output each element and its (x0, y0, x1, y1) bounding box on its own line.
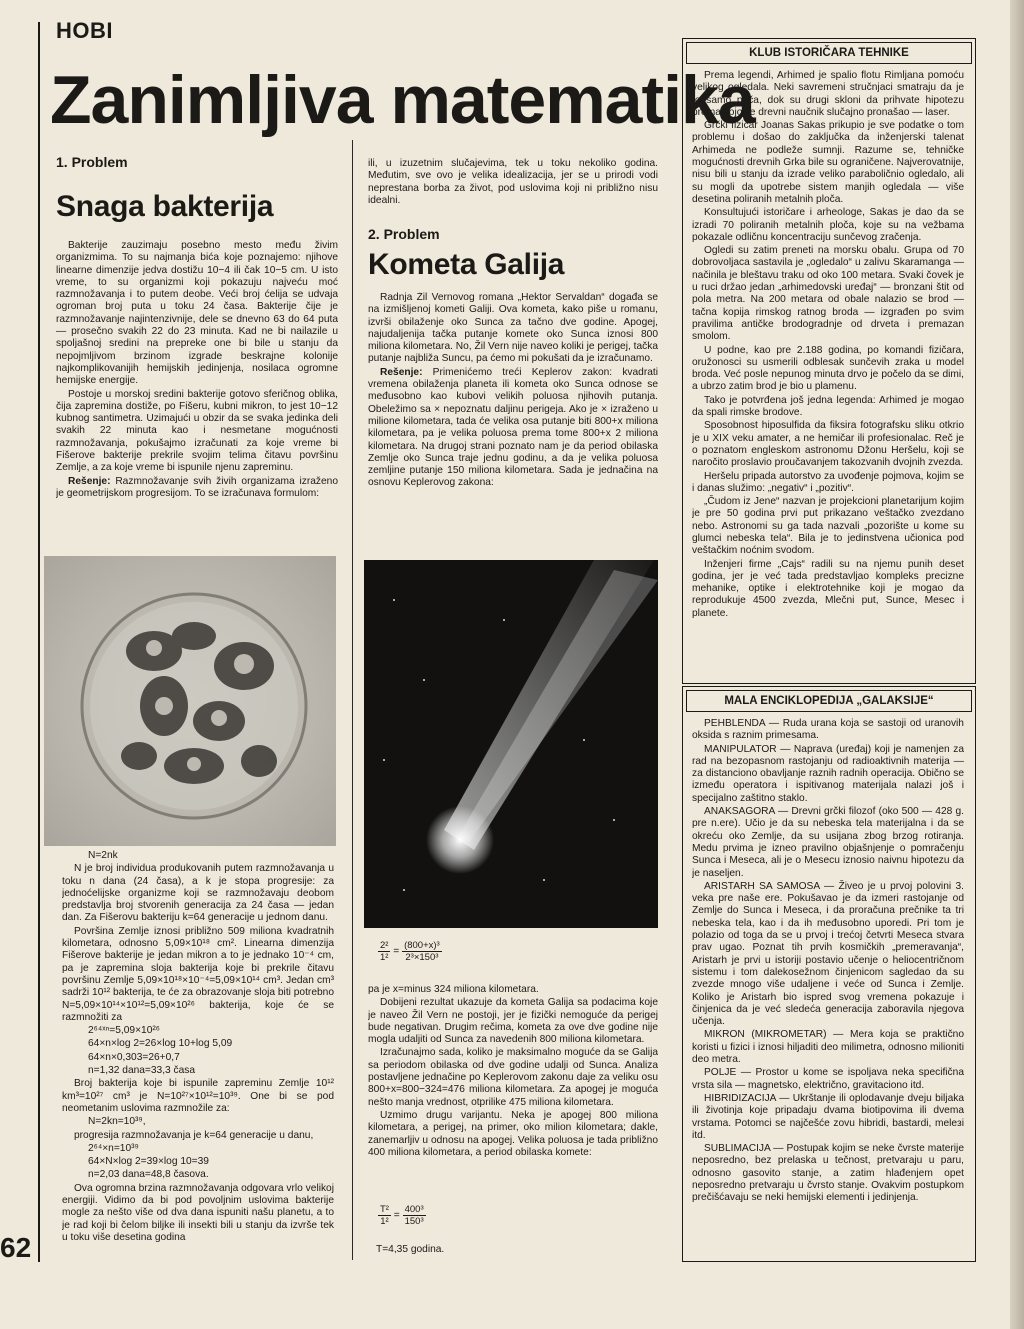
solution-text: Primenićemo treći Keplerov zakon: kvadrati vremena obilaženja planeta ili kometa oko Sunca odnose se međusobno kao kubovi velikih poluosa njihovih putanja. Obeležimo sa × nepoznatu daljinu perigeja. Ako je × izraženo u milione kilometara, tada će velika osa putanje biti 800+x miliona kilometara, pa je velika poluosa prema tome 800+x 2 miliona kilometara. Na drugoj strani poznato nam je da period obilaska Zemlje oko Sunca traje jednu godinu, a da je velika poluosa zemljine putanje 150 miliona kilometara. Sada je jednačina na osnovu Keplerovog zakona: (368, 366, 658, 489)
galaksija-header: MALA ENCIKLOPEDIJA „GALAKSIJE“ (686, 690, 972, 712)
paragraph: Heršelu pripada autorstvo za uvođenje pojmova, kojim se i danas služimo: „negativ“ i „pozitiv“. (692, 470, 964, 494)
paragraph: „Čudom iz Jene“ nazvan je projekcioni planetarijum kojim je pre 50 godina prvi put prikazano veštačko zvezdano nebo. Astronomi su ga tada nazvali „pozorište u kome su glumci nebeska tela“. Bila je to jedinstvena učionica pod veštačkim noćnim svodom. (692, 496, 964, 557)
formula1-rhs: $\frac{\text{(800+x)³}}{\text{2³×150³}}$ (404, 940, 440, 963)
paragraph: Ogledi su zatim preneti na morsku obalu. Grupa od 70 dobrovoljaca sastavila je „ogledalo“ u zalivu Skaramanga — načinila je bleštavu traku od oko 100 metara. Svaki čovek je u ruci držao jedan „arhimedovski uređaj“ — bronzani štit od pola metra. Na 200 metara od obale nalazio se brod — tačna kopija rimskog ratnog broda — izgrađen po svim pravilima antičke brodogradnje od drveta i premazan smolom. (692, 245, 964, 343)
problem1-label: 1. Problem (56, 154, 128, 170)
problem2-text-top (368, 292, 658, 554)
formula1: $\frac{\text{2²}}{\text{1²}}$ = $\frac{\text{(800+x)³}}{\text{2³×150³}}$ (380, 940, 440, 963)
bacteria-photo (44, 556, 336, 846)
klub-text (692, 70, 964, 678)
section-label: HOBI (56, 18, 113, 43)
formula2-rhs: $\frac{\text{400³}}{\text{150³}}$ (404, 1204, 424, 1227)
col2-intro (368, 158, 658, 220)
entry: HIBRIDIZACIJA — Ukrštanje ili oplodavanje dveju biljaka ili životinja koje pripadaju dvama biotipovima ili dvema vrstama. Potomci se najčešće zovu hibridi, bastardi, meleзi itd. (692, 1092, 964, 1141)
paragraph: Radnja Žil Vernovog romana „Hektor Servaldan“ događa se na izmišljenoj kometi Galiji. Ova kometa, kako piše u romanu, izvrši obilaženje oko Sunca za tačno dve godine. Apogej, najudaljenija tačka putanje komete oko Sunca iznosi 800 miliona kilometara. No, Žil Vern nije naveo koliki je perigej, tačka putanje najbliža Suncu, pa ćemo mi pokušati da je izračunamo. (368, 292, 658, 365)
entry: MIKRON (MIKROMETAR) — Mera koja se praktično koristi u fizici i iznosi hiljaditi deo milimetra, odnosno milioniti deo metra. (692, 1029, 964, 1066)
page-number: 62 (0, 1232, 32, 1263)
bacteria-illustration (44, 556, 336, 846)
solution-label: Rešenje: (380, 366, 423, 378)
formula-n: N=2nk (88, 850, 118, 861)
paragraph: Sposobnost hiposulfida da fiksira fotografsku sliku otkrio je u XIX veku amater, a ne hemičar ili profesionalac. Reč je o poznatom engleskom astronomu Džonu Heršelu, koji se naročito proslavio proučavanjem takozvanih dvojnih zvezda. (692, 420, 964, 469)
calc-line: 2⁶⁴ˣⁿ=5,09×10²⁶ (88, 1025, 160, 1037)
comet-illustration (364, 560, 658, 928)
calc-line: 64×N×log 2=39×log 10=39 (88, 1156, 209, 1168)
paragraph: ili, u izuzetnim slučajevima, tek u toku nekoliko godina. Međutim, sve ovo je velika idealizacija, jer se u prirodi vodi neprestana borba za život, pod uslovima koji ni približno nisu idealni. (368, 158, 658, 206)
paragraph: Konsultujući istoričare i arheologe, Sakas je dao da se izradi 70 poliranih metalnih ploča, koje su na vežbama pokazale odličnu koncentraciju sunčevog zračenja. (692, 207, 964, 243)
paragraph: Tako je potvrđena još jedna legenda: Arhimed je mogao da spali rimske brodove. (692, 394, 964, 419)
page-title: Zanimljiva matematika (50, 62, 755, 138)
paragraph: pa je x=minus 324 miliona kilometara. (368, 984, 539, 995)
calc-line: n=1,32 dana=33,3 časa (88, 1065, 196, 1077)
calc-line: n=2,03 dana=48,8 časova. (88, 1169, 209, 1181)
paragraph: Uzmimo drugu varijantu. Neka je apogej 800 miliona kilometara, a perigej, na primer, oko milion kilometara; dakle, zanemarljiv u odnosu na apogej. Velika poluosa je tada približno 400 miliona kilometara, a period obilaska komete: (368, 1109, 658, 1158)
problem1-text-bottom (62, 850, 334, 1260)
paragraph: U podne, kao pre 2.188 godina, po komandi fizičara, oružonosci su usmerili odblesak sunčevih zraka u model broda. Već posle nepunog minuta drvo je počelo da se dimi, a ubrzo zatim brod je bio u plamenu. (692, 344, 964, 393)
klub-header: KLUB ISTORIČARA TEHNIKE (686, 42, 972, 64)
solution-paragraph (368, 367, 658, 490)
problem2-title: Kometa Galija (368, 248, 565, 281)
solution-paragraph (56, 476, 338, 501)
formula2-lhs: $\frac{\text{T²}}{\text{1²}}$ (380, 1204, 389, 1227)
solution-label: Rešenje: (68, 475, 111, 487)
paragraph: Prema legendi, Arhimed je spalio flotu Rimljana pomoću velikog ogledala. Neki savremeni stručnjaci smatraju da je to samo priča, dok su drugi skloni da prihvate hipotezu prema kojoj je drevni naučnik slučajno pronašao — laser. (692, 70, 964, 118)
comet-photo (364, 560, 658, 928)
entry: SUBLIMACIJA — Postupak kojim se neke čvrste materije neposredno, bez prelaska u tečnost, pretvaraju u paru, odnosno gasovito stanje, a zatim hlađenjem opet neposredno pretvaraju u čvrsto stanje. Ovakvim postupkom prečišćavaju se neki hemijski elementi i jedinjenja. (692, 1143, 964, 1204)
problem2-text-bottom (368, 984, 658, 1212)
paragraph: Inženjeri firme „Cajs“ radili su na njemu punih deset godina, jer je već tada predstavljao kompleks preciznе mehanike, optike i elektrotehnike koji je mogao da reprodukuje 4500 zvezda, Mlečni put, Sunce, Mesec i planete. (692, 558, 964, 619)
result-t: T=4,35 godina. (376, 1244, 445, 1255)
paragraph: Ova ogromna brzina razmnožavanja odgovara vrlo velikoj energiji. Vidimo da bi pod povoljnim uslovima bakterije mogle za nešto više od dva dana ispuniti našu planetu, a to je rad koji bi čelom biljke ili insekti bili u stanju da izvrše tek u toku više desetina godina (62, 1182, 334, 1243)
paragraph: Površina Zemlje iznosi približno 509 miliona kvadratnih kilometara, odnosno 5,09×10¹⁸ cm². Linearna dimenzija Fišerove bakterije je jedan mikron a to je jednako 10⁻⁴ cm, pa je zapremina sloja bakterija koje bi prekrile čitavu površinu Zemlje 5,09×10¹⁸×10⁻⁴=5,09×10¹⁴ cm³. Jedan cm³ sadrži 10¹² bakterija, te će za obrazovanje sloja biti potrebno N=5,09×10¹⁴×10¹²=5,09×10²⁶ bakterija, koje će se razmnožiti za (62, 925, 334, 1023)
formula2: $\frac{\text{T²}}{\text{1²}}$ = $\frac{\text{400³}}{\text{150³}}$ (380, 1204, 424, 1227)
galaksija-text (692, 718, 964, 1256)
problem1-text-top (56, 240, 338, 552)
entry: PEHBLENDA — Ruda urana koja se sastoji od uranovih oksida s raznim primesama. (692, 718, 964, 742)
calc-line: 64×n×log 2=26×log 10+log 5,09 (88, 1038, 233, 1050)
paragraph: Dobijeni rezultat ukazuje da kometa Galija sa podacima koje je naveo Žil Vern ne postoji, jer je fizički nemoguće da perigej bude negativan. Drugim rečima, kometa za ove dve godine nije mogla udaljiti od Sunca za navedenih 800 miliona kilometara. (368, 997, 658, 1046)
paragraph: progresija razmnožavanja je k=64 generacije u danu, (74, 1129, 314, 1141)
column-rule (352, 140, 353, 1260)
paragraph: Postoje u morskoj sredini bakterije gotovo sferičnog oblika, čija zapremina dostiže, po Fišeru, kubni mikron, to jest 10−12 kubnog santimetra. Uzimajući u obzir da se svaka jedinka deli svakih 22 minuta kao i nesmetane mogućnosti razmnožavanja, pokušajmo izračunati za koje vreme bi Fišerove bakterije prekrile svojim telima čitavu površinu Zemlje, a za koje vreme bi ispunile njenu zapreminu. (56, 388, 338, 474)
entry: POLJE — Prostor u kome se ispoljava neka specifična vrsta sila — magnetsko, električno, gravitaciono itd. (692, 1067, 964, 1091)
paragraph: Broj bakterija koje bi ispunile zapreminu Zemlje 10¹² km³=10²⁷ cm³ je N=10²⁷×10¹²=10³⁹. One bi se pod neometanim uslovima razmnožile za: (62, 1078, 334, 1114)
calc-line: 2⁶⁴×n=10³⁹ (88, 1142, 139, 1154)
paragraph: Izračunajmo sada, koliko je maksimalno moguće da se Galija sa periodom obilaska od dve godine udalji od Sunca. Analiza postavljene jednačine po Keplerovom zakonu daje za veliku osu 800+x=800−324=476 miliona kilometara. Za apogej je moguća nešto manja vrednost, otprilike 475 miliona kilometara. (368, 1047, 658, 1108)
problem1-title: Snaga bakterija (56, 190, 274, 223)
paragraph: Grčki fizičar Joanas Sakas prikupio je sve podatke o tom problemu i došao do zaključka da inženjerski talenat Arhimeda ne podleže sumnji. Razume se, tehničke mogućnosti drevnih Grka bile su ograničene. Najverovatnije, nisu bili u stanju da izrade veliko paraboličnio ogledalo, ali su mogli da upotrebe sistem manjih ogledala — više desetina poliranih metalnih ploča. (692, 120, 964, 205)
problem2-label: 2. Problem (368, 226, 440, 242)
paragraph: N je broj individua produkovanih putem razmnožavanja u toku n dana (24 časa), a k je stopa progresije: za jednoćelijske organizme koji se razmnožavaju deobom predstavlja broj stvorenih generacija za 24 časa — jedan dan. Za Fišerovu bakteriju k=64 generacije u jednom danu. (62, 863, 334, 924)
entry: ARISTARH SA SAMOSA — Živeo je u prvoj polovini 3. veka pre naše ere. Pokušavao je da izmeri rastojanje od Zemlje do Sunca i Meseca, i da proračuna prečnike ta tri nebeska tela, kao i da ih međusobno uporedi. Pri tom je polazio od toga da se u prvoj i trećoj četvrti Meseca stvara prav ugao. Poznat tih prvih kosmičkih „premeravanja“, Aristarh je prvi u istoriji postavio učenje o heliocentričnom sistemu i tom dalekosežnom činjenicom sagledao da su zvezde mnogo više udaljene i veće od Sunca i Zemlje. Koliko je Aristarh bio ispred svog vremena pokazuje i činjenica da je već sledeća generacija zaboravila njegova učenja. (692, 880, 964, 1028)
solution-intro: Razmnožavanje svih živih organizama izraženo je geometrijskom progresijom. To se izračunava formulom: (56, 475, 338, 499)
formula1-lhs: $\frac{\text{2²}}{\text{1²}}$ (380, 940, 389, 963)
paragraph: Bakterije zauzimaju posebno mesto među živim organizmima. To su najmanja bića koje poznajemo: njihove linearne dimenzije jedva dostižu 10−4 ili čak 10−5 cm. U isto vreme, to su organizmi koji pokazuju najveću moć razmnožavanja i to putem deobe. Veći broj ćelija se udvaja ogroman broj puta u toku 24 časa. Bakterije čije je razmnožavanje najintenzivnije, dele se dnevno 63 do 64 puta — prosečno svakih 22 do 23 minuta. Kad ne bi nailazile u spoljašnoj sredini na prepreke one bi bile u stanju da nepojmljivom brzinom izgrade beskrajne kolonije najkomplikovanijih hemijskih jedinjenja, nosilaca ogromne hemijske energije. (56, 240, 338, 387)
entry: MANIPULATOR — Naprava (uređaj) koji je namenjen za rad na bezopasnom rastojanju od radioaktivnih materija — za distanciono obavljanje raznih radnih operacija. Obično se između operatora i ispitivanog materijala nalazi još i specijalno zaštitno staklo. (692, 743, 964, 804)
left-rule (38, 22, 40, 1262)
calc-line: 64×n×0,303=26+0,7 (88, 1051, 180, 1063)
entry: ANAKSAGORA — Drevni grčki filozof (oko 500 — 428 g. pre n.ere). Učio je da su nebeska tela materijalna i da se okreću oko Zemlje, da su usijana zbog brzog rotiranja. Medu prvima je izneo pravilno objašnjenje o pomračenju Sunca i Meseca, ali je o Mesecu iznosio naivnu hipotezu da je naseljen. (692, 806, 964, 879)
page-edge (1010, 0, 1024, 1329)
calc-line: N=2kn=10³⁹, (88, 1116, 146, 1128)
